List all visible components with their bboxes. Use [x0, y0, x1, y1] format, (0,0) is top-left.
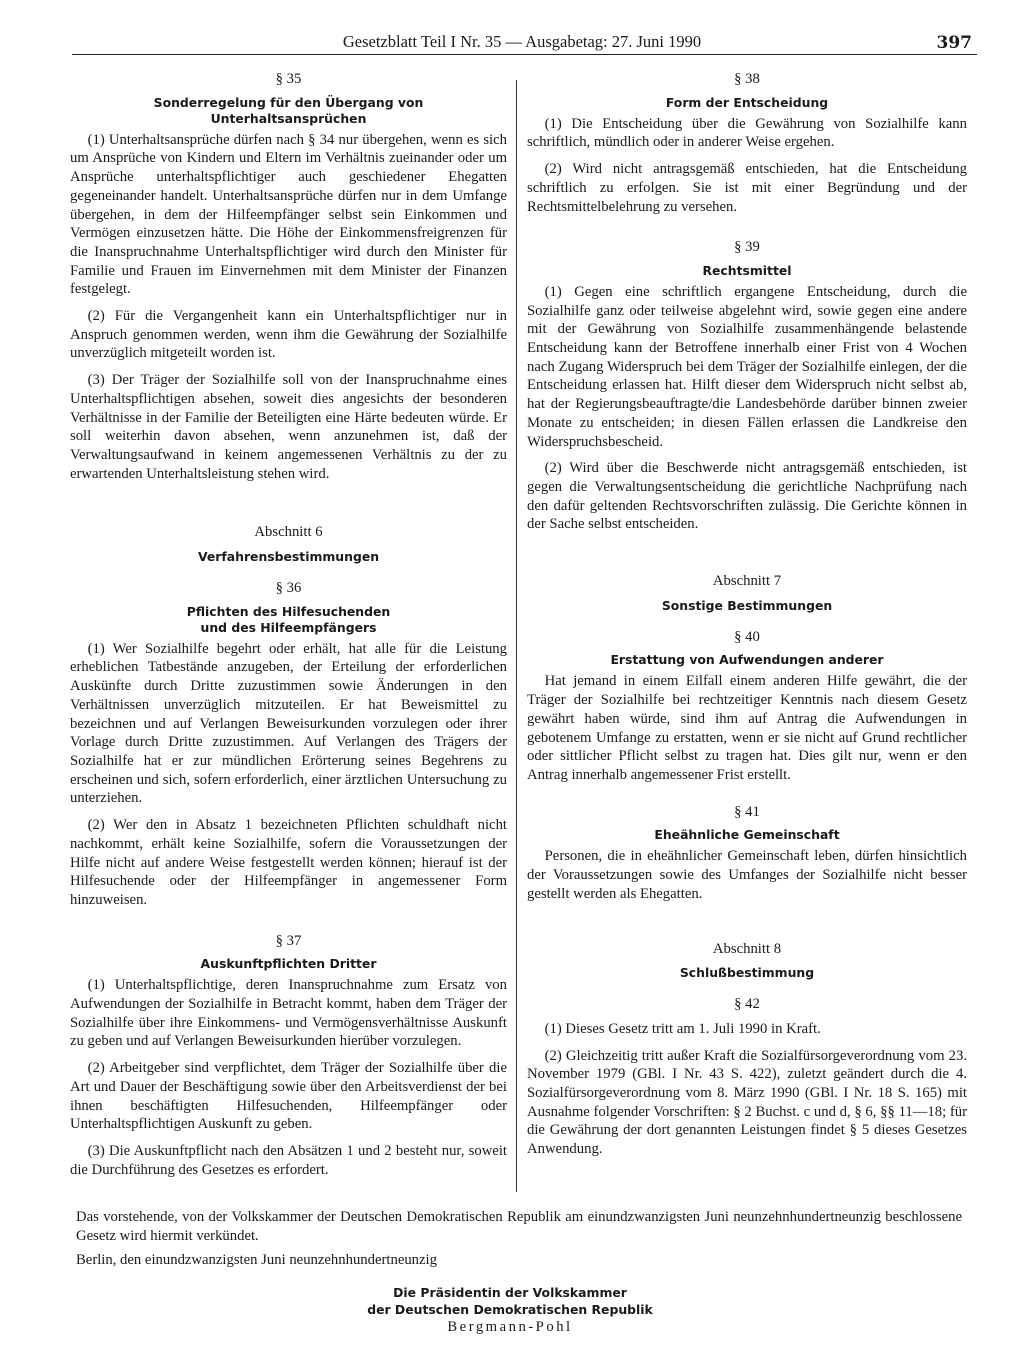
signer-name: Bergmann-Pohl [447, 1319, 573, 1335]
section-39-title: Rechtsmittel [702, 262, 792, 278]
page-header [72, 30, 972, 56]
signature-block [260, 1284, 760, 1336]
section-39-paragraph-1: (1) Gegen eine schriftlich ergangene Entscheidung, durch die Sozialhilfe ganz oder teilweise abgelehnt wird, sowie gegen eine andere mit der Gewährung von Sozialhilfe zusammenhängende belastende Entscheidung kann der Betroffene innerhalb einer Frist von 4 Wochen nach Zugang Widerspruch bei dem Träger der Sozialhilfe einlegen, der die Entscheidung erlassen hat. Hilft dieser dem Widerspruch nicht selbst ab, hat der Regierungsbeauftragte/die Landesbehörde darüber binnen zweier Monate zu entscheiden; in diesen Fällen erlassen die Landkreise den Widerspruchsbescheid. [527, 283, 967, 450]
section-35-title-line-2: Unterhaltsansprüchen [210, 110, 367, 126]
section-36-paragraph-1: (1) Wer Sozialhilfe begehrt oder erhält, hat alle für die Leistung erheblichen Tatbestände anzugeben, der Erteilung der erforderlichen Auskünfte durch Dritte zuzustimmen sowie Änderungen in den Verhältnissen unverzüglich mitzuteilen. Er hat Beweismittel zu bezeichnen und auf Verlangen Beweisurkunden vorzulegen oder ihrer Vorlage durch Dritte zuzustimmen. Auf Verlangen des Trägers der Sozialhilfe hat er zur mündlichen Erörterung seines Begehrens zu erscheinen und sich, sofern erforderlich, einer ärztlichen Untersuchung zu unterziehen. [70, 640, 507, 807]
abschnitt-8-label: Abschnitt 8 [712, 940, 782, 957]
section-37-number: § 37 [275, 932, 302, 949]
abschnitt-7-label: Abschnitt 7 [712, 573, 782, 590]
section-35-paragraph-1: (1) Unterhaltsansprüche dürfen nach § 34 nur übergehen, wenn es sich um Ansprüche von Kindern und Eltern im Verhältnis zueinander oder um Ansprüche unterhaltspflichtiger auch geschiedener Ehegatten gegeneinander handelt. Unterhaltsansprüche dürfen nur in dem Umfange übergehen, in dem der Hilfeempfänger selbst sein Einkommen und Vermögen einzusetzen hätte. Die Höhe der Einkommensfreigrenzen für die Inanspruchnahme Unterhaltspflichtiger wird durch den Minister für Familie und Frauen im Einvernehmen mit dem Minister der Finanzen festgelegt. [70, 131, 507, 298]
header-title: Gesetzblatt Teil I Nr. 35 — Ausgabetag: 27. Juni 1990 [342, 32, 702, 51]
section-42-paragraph-2: (2) Gleichzeitig tritt außer Kraft die Sozialfürsorgeverordnung vom 23. November 1979 (GBl. I Nr. 43 S. 422), zuletzt geändert durch die 4. Sozialfürsorgeverordnung vom 8. März 1990 (GBl. I Nr. 18 S. 165) mit Ausnahme folgender Vorschriften: § 2 Buchst. c und d, § 6, §§ 11—18; für die Gewährung der dort genannten Leistungen findet § 5 dieses Gesetzes Anwendung. [527, 1047, 967, 1158]
section-37-paragraph-2: (2) Arbeitgeber sind verpflichtet, dem Träger der Sozialhilfe über die Art und Dauer der Beschäftigung sowie über den Arbeitsverdienst der bei ihnen beschäftigten Hilfesuchenden, Hilfeempfänger oder Unterhaltspflichtigen Auskunft zu geben. [70, 1060, 507, 1133]
place-and-date: Berlin, den einundzwanzigsten Juni neunzehnhundertneunzig [76, 1252, 437, 1269]
left-column [70, 70, 507, 1187]
signer-title-line-2: der Deutschen Demokratischen Republik [367, 1302, 653, 1317]
column-divider [516, 80, 517, 1192]
section-35-number: § 35 [275, 71, 302, 87]
section-36-title-line-1: Pflichten des Hilfesuchenden [186, 603, 391, 619]
section-36-paragraph-2: (2) Wer den in Absatz 1 bezeichneten Pflichten schuldhaft nicht nachkommt, erhält keine Sozialhilfe, sofern die Voraussetzungen der Hilfe nicht auf andere Weise festgestellt werden können; hierauf ist der Hilfesuchende oder der Hilfeempfänger in angemessener Form hinzuweisen. [70, 817, 507, 908]
section-38-title: Form der Entscheidung [665, 94, 829, 110]
section-37-paragraph-3: (3) Die Auskunftpflicht nach den Absätzen 1 und 2 besteht nur, soweit die Durchführung des Gesetzes es erfordert. [70, 1142, 507, 1178]
promulgation-text: Das vorstehende, von der Volkskammer der Deutschen Demokratischen Republik am einundzwanzigsten Juni neunzehnhundertneunzig beschlossene Gesetz wird hiermit verkündet. [76, 1209, 962, 1244]
section-40-paragraph-1: Hat jemand in einem Eilfall einem anderen Hilfe gewährt, die der Träger der Sozialhilfe bei rechtzeitiger Kenntnis nach diesem Gesetz gewährt haben würde, sind ihm auf Antrag die Aufwendungen in gebotenem Umfange zu erstatten, wenn er sie nicht auf Grund rechtlicher oder sittlicher Pflicht selbst zu tragen hat. Dies gilt nur, wenn er den Antrag innerhalb angemessener Frist erstellt. [527, 673, 967, 783]
promulgation-block [76, 1208, 962, 1276]
section-35-paragraph-3: (3) Der Träger der Sozialhilfe soll von der Inanspruchnahme eines Unterhaltspflichtigen absehen, soweit dies angesichts der besonderen Verhältnisse in der Familie der Beteiligten eine Härte bedeuten würde. Er soll weiterhin davon absehen, wenn anzunehmen ist, daß der Verwaltungsaufwand in keinem angemessenen Verhältnis zu der zu erwartenden Unterhaltsleistung stehen wird. [70, 372, 507, 482]
section-41-paragraph-1: Personen, die in eheähnlicher Gemeinschaft leben, dürfen hinsichtlich der Voraussetzungen sowie des Umfanges der Sozialhilfe nicht besser gestellt werden als Ehegatten. [527, 848, 967, 902]
right-column [527, 70, 967, 1167]
abschnitt-6-label: Abschnitt 6 [254, 524, 323, 541]
section-38-paragraph-1: (1) Die Entscheidung über die Gewährung von Sozialhilfe kann schriftlich, mündlich oder in anderer Weise ergehen. [527, 115, 967, 151]
abschnitt-8-title: Schlußbestimmung [679, 965, 815, 981]
page-number: 397 [936, 33, 972, 53]
abschnitt-6-title: Verfahrensbestimmungen [197, 549, 380, 565]
section-35-title-line-1: Sonderregelung für den Übergang von [153, 94, 424, 110]
section-36-title [70, 604, 507, 636]
section-40-number: § 40 [734, 628, 760, 645]
section-39-number: § 39 [734, 239, 760, 256]
section-41-title: Eheähnliche Gemeinschaft [654, 827, 840, 843]
header-rule [72, 54, 977, 55]
signer-title-line-1: Die Präsidentin der Volkskammer [393, 1285, 627, 1300]
section-36-title-line-2: und des Hilfeempfängers [200, 619, 377, 635]
section-39-paragraph-2: (2) Wird über die Beschwerde nicht antragsgemäß entschieden, ist gegen die Verwaltungsentscheidung die gerichtliche Nachprüfung nach den dafür geltenden Rechtsvorschriften zulässig. Die Gerichte können in der Sache selbst entscheiden. [527, 460, 967, 533]
abschnitt-7-title: Sonstige Bestimmungen [661, 597, 833, 613]
section-41-number: § 41 [734, 803, 760, 820]
section-38-paragraph-2: (2) Wird nicht antragsgemäß entschieden, hat die Entscheidung schriftlich zu erfolgen. Sie ist mit einer Begründung und der Rechtsmittelbelehrung zu versehen. [527, 161, 967, 215]
section-37-paragraph-1: (1) Unterhaltspflichtige, deren Inanspruchnahme zum Ersatz von Aufwendungen der Sozialhilfe in Betracht kommt, haben dem Träger der Sozialhilfe über ihre Einkommens- und Vermögensverhältnisse Auskunft zu geben und auf Verlangen Beweisurkunden hierüber vorzulegen. [70, 977, 507, 1050]
section-35-paragraph-2: (2) Für die Vergangenheit kann ein Unterhaltspflichtiger nur in Anspruch genommen werden, wenn ihm die Gewährung der Sozialhilfe unverzüglich mitgeteilt worden ist. [70, 308, 507, 362]
section-36-number: § 36 [275, 580, 302, 597]
section-42-paragraph-1: (1) Dieses Gesetz tritt am 1. Juli 1990 in Kraft. [544, 1020, 821, 1037]
section-38-number: § 38 [734, 71, 760, 87]
section-37-title: Auskunftpflichten Dritter [200, 956, 377, 972]
section-35-title [70, 95, 507, 127]
section-42-number: § 42 [734, 996, 760, 1013]
section-40-title: Erstattung von Aufwendungen anderer [610, 652, 884, 668]
